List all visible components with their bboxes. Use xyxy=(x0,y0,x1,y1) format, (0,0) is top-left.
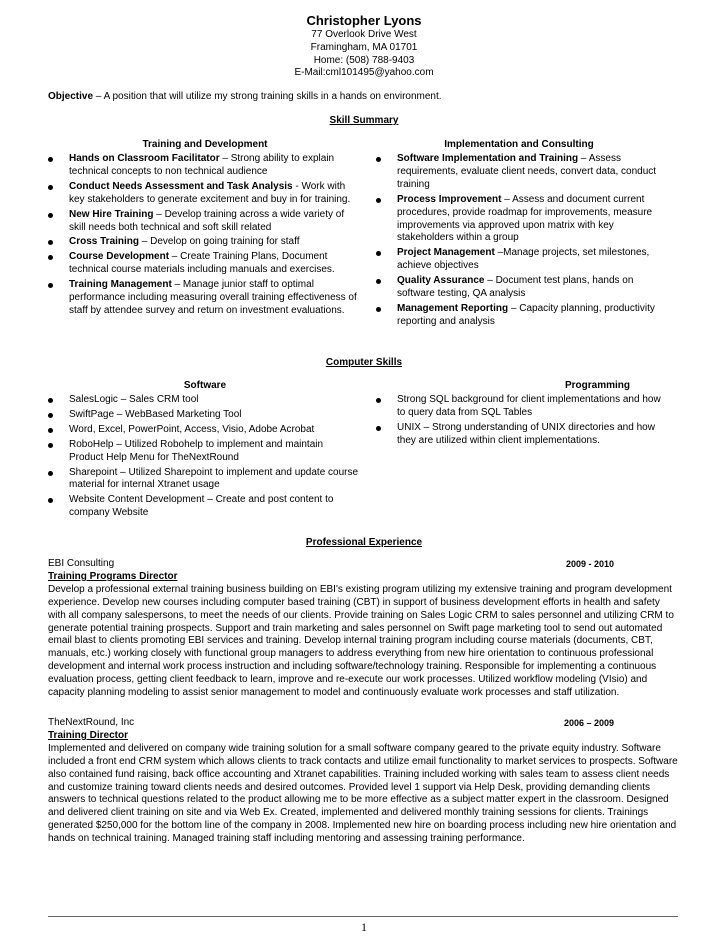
bullet-icon xyxy=(48,398,53,403)
list-item xyxy=(48,279,360,318)
job-entry-thenextround xyxy=(48,717,678,846)
skill-description: – Assess and document current procedures, provide roadmap for improvements, measure improvements via approved upon matrix with key stakeholders within a group xyxy=(397,193,653,244)
skill-name: Cross Training xyxy=(69,236,140,248)
programming-heading-text: Programming xyxy=(564,380,630,391)
skill-description: – Develop on going training for staff xyxy=(139,236,300,248)
list-item xyxy=(376,394,666,420)
bullet-icon xyxy=(48,185,53,190)
job-entry-ebi xyxy=(48,558,678,700)
objective-label: Objective xyxy=(48,91,94,102)
skill-name: Software Implementation and Training xyxy=(397,153,579,164)
bullet-icon xyxy=(48,240,53,245)
skill-text: RoboHelp – Utilized Robohelp to implement and maintain Product Help Menu for TheNextRound xyxy=(69,438,324,463)
skill-description: – Document test plans, hands on software testing, QA analysis xyxy=(397,275,634,300)
list-item xyxy=(48,467,360,493)
skill-description: – Create Training Plans, Document technical course materials including manuals and exercises. xyxy=(69,251,335,276)
bullet-icon xyxy=(48,471,53,476)
skill-text: Sharepoint – Utilized Sharepoint to implement and update course material for internal Xtranet usage xyxy=(69,466,359,491)
job-description: Develop a professional external training business building on EBI's existing program utilizing my extensive training and program development experience. Develop new courses including computer based training (CBT) in support of business development efforts in health and safety with all company salespersons, to meet the needs of our clients. Provide training on Sales Logic CRM to sales personnel and utilizing CRM to generate potential training prospects. Support and train marketing and sales personnel on Swift page marketing tool to send out automated email blast to clients promoting EBI services and training. Develop internal training program including course materials (documents, CBT, manuals, etc.) working closely with functional group managers to address everything from new hire orientation to continuous professional development and internal work process instruction and including software/technology training. Responsible for implementing a continuous evaluation process, getting client feedback to learn, improve and re-execute our work processes. Utilized workflow modeling (VIsio) and capacity planning modeling to assist senior management to model and continuously evaluate work processes and staff utilization. xyxy=(48,583,674,699)
company-name: EBI Consulting xyxy=(48,558,115,569)
training-development-heading: Training and Development xyxy=(142,139,268,150)
bullet-icon xyxy=(48,283,53,288)
skill-name: Process Improvement xyxy=(397,193,502,205)
skill-text: Strong SQL background for client implementations and how to query data from SQL Tables xyxy=(397,394,661,418)
list-item xyxy=(48,251,360,277)
bullet-icon xyxy=(48,157,53,162)
footer-divider xyxy=(48,916,678,917)
bullet-icon xyxy=(48,213,53,218)
bullet-icon xyxy=(376,307,381,312)
list-item xyxy=(376,153,666,192)
list-item xyxy=(48,209,360,235)
skill-description: - Work with key stakeholders to generate excitement and buy in for training. xyxy=(69,180,351,205)
skill-name: Project Management xyxy=(397,247,495,259)
job-header xyxy=(48,558,678,571)
skill-name: New Hire Training xyxy=(69,208,154,220)
skill-text: Word, Excel, PowerPoint, Access, Visio, Adobe Acrobat xyxy=(69,423,315,435)
skill-name: Management Reporting xyxy=(397,302,509,314)
job-title: Training Director xyxy=(48,729,129,741)
list-item xyxy=(376,422,666,448)
bullet-icon xyxy=(48,413,53,418)
contact-header xyxy=(0,12,728,80)
skill-description: – Capacity planning, productivity reporting and analysis xyxy=(397,302,655,327)
list-item xyxy=(376,275,666,301)
skill-text: SwiftPage – WebBased Marketing Tool xyxy=(69,408,242,420)
job-dates: 2009 - 2010 xyxy=(565,559,614,569)
list-item xyxy=(48,394,360,407)
implementation-consulting-heading: Implementation and Consulting xyxy=(444,139,594,150)
computer-skills-title: Computer Skills xyxy=(325,357,403,368)
skill-name: Conduct Needs Assessment and Task Analysis xyxy=(69,180,293,192)
software-heading: Software xyxy=(183,380,227,391)
programming-heading xyxy=(376,379,662,392)
list-item xyxy=(48,409,360,422)
list-item xyxy=(48,153,360,179)
software-list xyxy=(48,394,360,522)
bullet-icon xyxy=(48,428,53,433)
job-title: Training Programs Director xyxy=(48,570,178,582)
list-item xyxy=(48,236,360,249)
bullet-icon xyxy=(376,279,381,284)
skill-description: – Strong ability to explain technical concepts to non technical audience xyxy=(69,153,335,177)
training-development-list xyxy=(48,153,360,320)
bullet-icon xyxy=(376,157,381,162)
skill-description: – Manage junior staff to optimal performance including measuring overall training effectiveness of staff by attendee survey and return on investment evaluations. xyxy=(69,279,357,316)
skill-description: –Manage projects, set milestones, achieve objectives xyxy=(397,247,650,272)
bullet-icon xyxy=(48,443,53,448)
job-dates: 2006 – 2009 xyxy=(563,718,614,728)
programming-list xyxy=(376,394,666,450)
address-line-1: 77 Overlook Drive West xyxy=(311,29,417,40)
implementation-consulting-list xyxy=(376,153,666,331)
candidate-name: Christopher Lyons xyxy=(306,13,422,28)
skill-text: UNIX – Strong understanding of UNIX directories and how they are utilized within client implementations. xyxy=(397,421,655,446)
skill-name: Course Development xyxy=(69,251,170,263)
list-item xyxy=(48,424,360,437)
list-item xyxy=(48,494,360,520)
bullet-icon xyxy=(376,251,381,256)
list-item xyxy=(376,247,666,273)
bullet-icon xyxy=(48,255,53,260)
skill-summary-title: Skill Summary xyxy=(329,115,399,126)
list-item xyxy=(48,439,360,465)
list-item xyxy=(48,181,360,207)
bullet-icon xyxy=(376,198,381,203)
page-number: 1 xyxy=(361,920,367,934)
job-header xyxy=(48,717,678,730)
skill-text: SalesLogic – Sales CRM tool xyxy=(69,394,199,405)
objective xyxy=(48,90,688,103)
skill-name: Quality Assurance xyxy=(397,275,485,287)
bullet-icon xyxy=(376,398,381,403)
professional-experience-title: Professional Experience xyxy=(305,537,423,548)
skill-description: – Develop training across a wide variety of skill needs both technical and soft skill related xyxy=(69,208,345,233)
address-line-2: Framingham, MA 01701 xyxy=(310,41,418,53)
skill-name: Hands on Classroom Facilitator xyxy=(69,153,220,164)
list-item xyxy=(376,303,666,329)
job-description: Implemented and delivered on company wide training solution for a small software company geared to the private equity industry. Software included a front end CRM system which allows clients to track contacts and utilize email functionality to market services to prospects. Software also contained fund raising, back office accounting and Xtranet capabilities. Training included working with sales team to assess client needs and customize training toward clients needs and desired outcomes. Provided level 1 support via Help Desk, providing demanding clients answers to technical questions related to the product allowing me to be more effective as a subject matter expert in the classroom. Designed and delivered client training on site and via Web Ex. Created, implemented and delivered monthly training sessions for clients. Trainings generated $250,000 for the bottom line of the company in 2008. Implemented new hire on boarding process including new hire orientation and hands on technical training. Managed training staff including mentoring and assessing training performance. xyxy=(48,742,678,845)
email-address: E-Mail:cml101495@yahoo.com xyxy=(294,67,434,79)
phone-number: Home: (508) 788-9403 xyxy=(313,54,415,66)
bullet-icon xyxy=(376,426,381,431)
list-item xyxy=(376,194,666,246)
objective-text: – A position that will utilize my strong training skills in a hands on environment. xyxy=(93,91,442,102)
bullet-icon xyxy=(48,498,53,503)
skill-name: Training Management xyxy=(69,279,172,291)
company-name: TheNextRound, Inc xyxy=(48,717,135,728)
skill-description: – Assess requirements, evaluate client needs, convert data, conduct training xyxy=(397,153,657,190)
skill-text: Website Content Development – Create and post content to company Website xyxy=(69,494,334,519)
